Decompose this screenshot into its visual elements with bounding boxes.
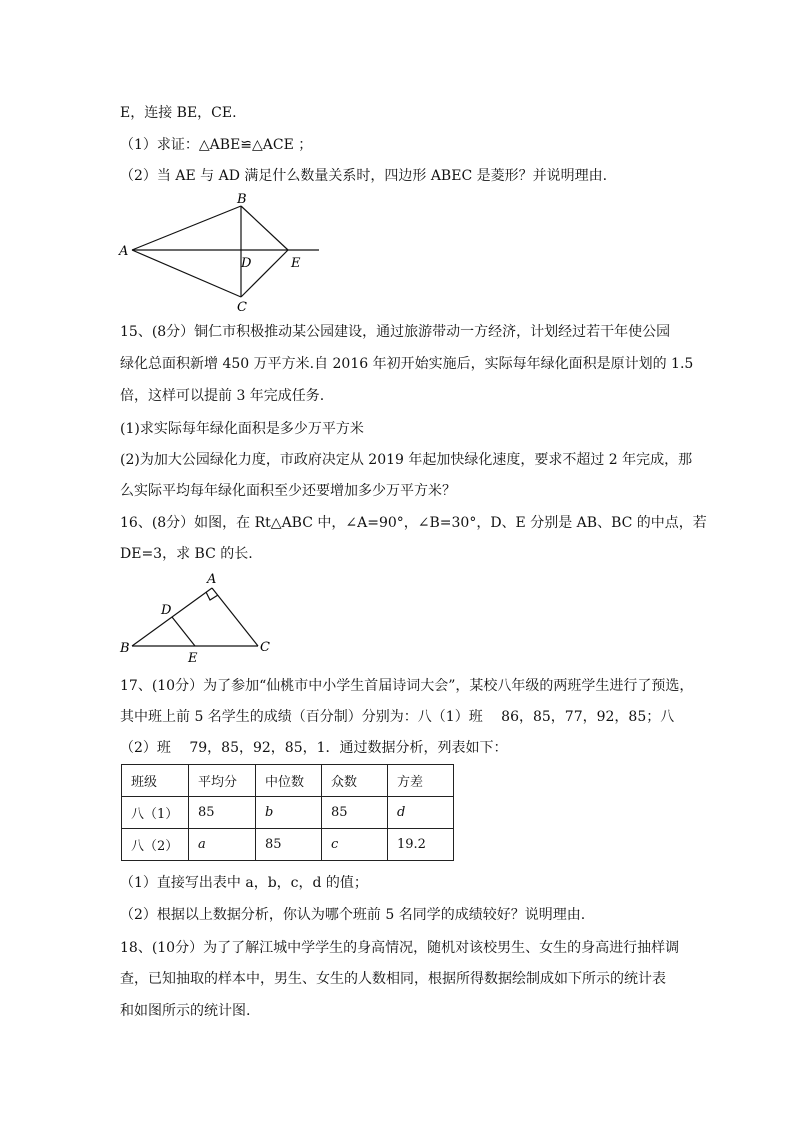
text-line: （2）根据以上数据分析，你认为哪个班前 5 名同学的成绩较好？说明理由. bbox=[120, 907, 586, 923]
table-header-cell: 方差 bbox=[388, 765, 454, 797]
table-header-cell: 平均分 bbox=[189, 765, 256, 797]
table-cell: b bbox=[256, 797, 322, 829]
table-cell: 85 bbox=[322, 797, 388, 829]
text-line: 15、(8分）铜仁市积极推动某公园建设，通过旅游带动一方经济，计划经过若干年使公园 bbox=[120, 324, 671, 340]
point-label-c: C bbox=[260, 640, 270, 655]
table-header-cell: 中位数 bbox=[256, 765, 322, 797]
segment-be bbox=[241, 206, 288, 250]
point-label-e: E bbox=[291, 256, 301, 271]
table-cell: 85 bbox=[189, 797, 256, 829]
text-line: (1)求实际每年绿化面积是多少万平方米 bbox=[120, 421, 364, 437]
segment-de bbox=[172, 617, 195, 646]
text-line: (2)为加大公园绿化力度，市政府决定从 2019 年起加快绿化速度，要求不超过 2 年完成，那 bbox=[120, 452, 693, 468]
geometry-figure-triangle bbox=[112, 568, 282, 668]
table-row bbox=[122, 797, 454, 829]
text-line: （1）求证：△ABE≌△ACE ； bbox=[120, 137, 313, 153]
text-line: E，连接 BE，CE. bbox=[120, 105, 237, 121]
text-line: 16、(8分）如图，在 Rt△ABC 中，∠A=90°，∠B=30°，D、E 分别是 AB、BC 的中点，若 bbox=[120, 515, 707, 531]
point-label-e: E bbox=[188, 651, 198, 666]
text-line: 和如图所示的统计图. bbox=[120, 1003, 251, 1019]
point-label-b: B bbox=[237, 192, 247, 207]
text-line: 么实际平均每年绿化面积至少还要增加多少万平方米？ bbox=[120, 483, 456, 499]
point-label-c: C bbox=[237, 300, 247, 315]
table-cell: 八（1） bbox=[122, 797, 189, 829]
table-cell: d bbox=[388, 797, 454, 829]
text-line: 17、(10分）为了参加“仙桃市中小学生首届诗词大会”，某校八年级的两班学生进行了预选， bbox=[120, 678, 694, 694]
text-line: 其中班上前 5 名学生的成绩（百分制）分别为：八（1）班 86，85，77，92，85；八 bbox=[120, 709, 675, 725]
score-table bbox=[121, 764, 454, 861]
table-row bbox=[122, 829, 454, 861]
point-label-b: B bbox=[120, 641, 130, 656]
table-header-cell: 众数 bbox=[322, 765, 388, 797]
segment-ac bbox=[132, 250, 241, 297]
text-line: DE=3，求 BC 的长. bbox=[120, 546, 253, 562]
text-line: 查，已知抽取的样本中，男生、女生的人数相同，根据所得数据绘制成如下所示的统计表 bbox=[120, 971, 666, 987]
table-cell: 八（2） bbox=[122, 829, 189, 861]
geometry-figure-kite bbox=[112, 190, 332, 315]
table-cell: a bbox=[189, 829, 256, 861]
table-cell: c bbox=[322, 829, 388, 861]
table-cell: 85 bbox=[256, 829, 322, 861]
text-line: 绿化总面积新增 450 万平方米.自 2016 年初开始实施后，实际每年绿化面积是原计划的 1.5 bbox=[120, 356, 694, 372]
point-label-d: D bbox=[161, 603, 172, 618]
text-line: （1）直接写出表中 a，b，c，d 的值； bbox=[120, 875, 368, 891]
text-line: 18、(10分）为了了解江城中学学生的身高情况，随机对该校男生、女生的身高进行抽样调 bbox=[120, 940, 680, 956]
point-label-a: A bbox=[119, 244, 129, 259]
point-label-d: D bbox=[241, 256, 252, 271]
table-header-cell: 班级 bbox=[122, 765, 189, 797]
point-label-a: A bbox=[207, 572, 217, 587]
segment-ac bbox=[212, 588, 258, 646]
table-cell: 19.2 bbox=[388, 829, 454, 861]
text-line: （2）当 AE 与 AD 满足什么数量关系时，四边形 ABEC 是菱形？并说明理由. bbox=[120, 168, 608, 184]
table-header-row bbox=[122, 765, 454, 797]
segment-ab bbox=[132, 206, 241, 250]
text-line: 倍，这样可以提前 3 年完成任务. bbox=[120, 388, 325, 404]
text-line: （2）班 79，85，92，85，1．通过数据分析，列表如下： bbox=[120, 740, 508, 756]
